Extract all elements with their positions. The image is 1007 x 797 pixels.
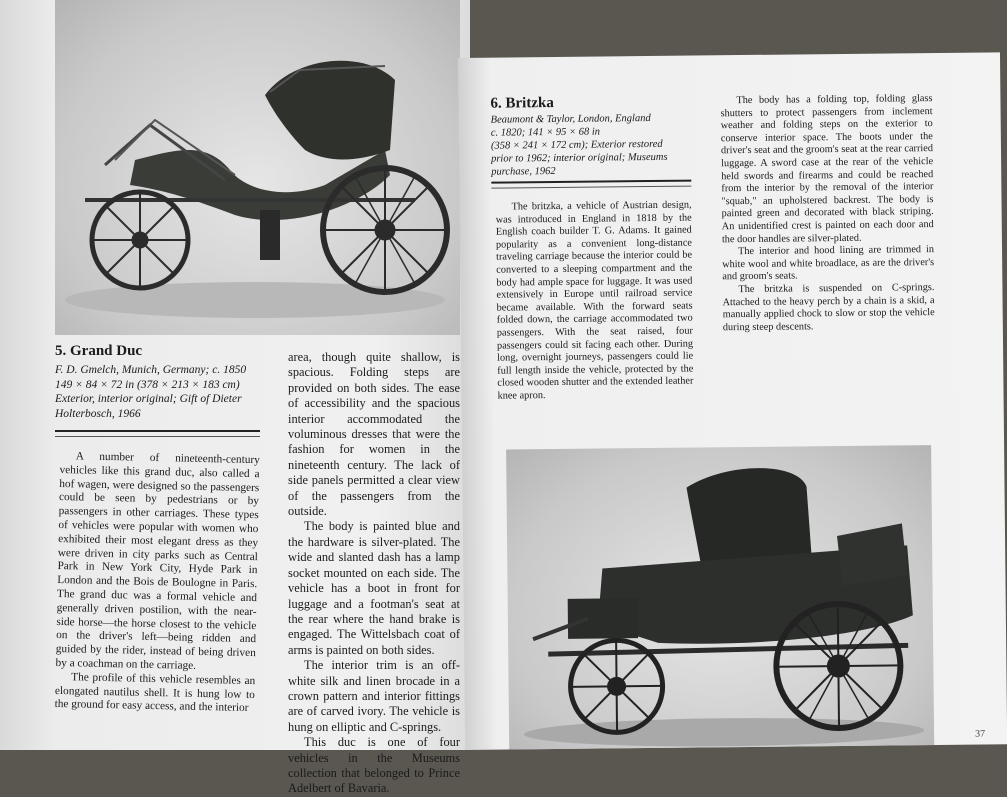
meta-line: prior to 1962; interior original; Museums bbox=[491, 151, 668, 165]
page-number: 37 bbox=[975, 728, 986, 740]
entry-meta-grand-duc bbox=[55, 363, 285, 421]
grand-duc-photo bbox=[55, 0, 460, 335]
paragraph: The interior trim is an off-white silk and linen brocade in a crown pattern and interior fittings are of carved ivory. The vehicle is hung on elliptic and C-springs. bbox=[288, 658, 460, 734]
meta-line: Beaumont & Taylor, London, England bbox=[490, 112, 651, 126]
entry-title-grand-duc: 5. Grand Duc bbox=[55, 343, 143, 359]
entry-meta-britzka bbox=[491, 111, 707, 178]
paragraph: The interior and hood lining are trimmed in white wool and white broadlace, as are the driver's and groom's seats. bbox=[722, 244, 935, 283]
grand-duc-carriage-illustration bbox=[55, 0, 460, 335]
meta-line: (358 × 241 × 172 cm); Exterior restored bbox=[490, 138, 663, 152]
meta-line: F. D. Gmelch, Munich, Germany; c. 1850 bbox=[55, 364, 247, 376]
right-page bbox=[458, 52, 1007, 750]
entry-title-britzka: 6. Britzka bbox=[490, 94, 554, 112]
paragraph: The profile of this vehicle resembles an elongated nautilus shell. It is hung low to the ground for easy access, and the interior bbox=[54, 671, 256, 715]
meta-line: purchase, 1962 bbox=[491, 165, 556, 178]
paragraph: The britzka is suspended on C-springs. Attached to the heavy perch by a chain is a skid, a manually applied chock to slow or stop the vehicle during steep descents. bbox=[722, 281, 935, 333]
paragraph: The britzka, a vehicle of Austrian design, was introduced in England in 1818 by the English coach builder T. G. Adams. It gained popularity as a convenient long-distance traveling carriage because the interior could be converted to a sleeping compartment and the body had ample space for luggage. It was used extensively in Europe until railroad service became available. With the forward seats folded down, the carriage accommodated two passengers. With the seat raised, four passengers could sit facing each other. During long, overnight journeys, passengers could lie full length inside the vehicle, protected by the closed wooden shutter and the extended leather knee apron. bbox=[495, 199, 694, 402]
paragraph: A number of nineteenth-century vehicles like this grand duc, also called a hof wagen, were designed so the passengers could be seen by pedestrians or by passengers in other carriages. These types of vehicles were popular with women who exhibited their most elegant dress as they were driven in city parks such as Central Park in New York City, Hyde Park in London and the Bois de Boulogne in Paris. The grand duc was a formal vehicle and generally driven postilion, with the near-side horse—the horse closest to the vehicle on the driver's left—being ridden and guided by the rider, instead of being driven by a coachman on the carriage. bbox=[55, 450, 260, 672]
paragraph: area, though quite shallow, is spacious. Folding steps are provided on both sides. The ease of accessibility and the spacious interior accommodated the voluminous dresses that were the fashion for women in the nineteenth century. The lack of side panels permitted a clear view of the passengers from the outside. bbox=[288, 350, 460, 519]
meta-line: Exterior, interior original; Gift of Dieter bbox=[55, 393, 242, 405]
grand-duc-text-column-1 bbox=[55, 450, 260, 716]
grand-duc-text-column-2 bbox=[288, 350, 460, 797]
paragraph: The body has a folding top, folding glass shutters to protect passengers from inclement weather and folding steps on the exterior to conserve interior space. The boots under the driver's seat and the groom's seat at the rear carried luggage. A sword case at the rear of the vehicle held swords and firearms and could be reached from the interior by the removal of the interior "squab," an upholstered backrest. The body is painted green and decorated with black striping. An unidentified crest is painted on each door and the door handles are silver-plated. bbox=[720, 93, 934, 245]
paragraph: The body is painted blue and the hardware is silver-plated. The wide and slanted dash has a lamp socket mounted on each side. The vehicle has a boot in front for luggage and a footman's seat at the rear where the hand brake is engaged. The Wittelsbach coat of arms is painted on both sides. bbox=[288, 519, 460, 657]
meta-line: 149 × 84 × 72 in (378 × 213 × 183 cm) bbox=[55, 378, 240, 391]
britzka-text-column-2 bbox=[720, 93, 934, 334]
left-page bbox=[0, 0, 470, 796]
paragraph: This duc is one of four vehicles in the Museums collection that belonged to Prince Adelbert of Bavaria. bbox=[288, 735, 460, 796]
divider-rule bbox=[55, 430, 260, 437]
britzka-photo bbox=[506, 445, 934, 749]
britzka-carriage-illustration bbox=[506, 445, 934, 749]
divider-rule bbox=[491, 180, 691, 189]
meta-line: c. 1820; 141 × 95 × 68 in bbox=[490, 126, 601, 139]
britzka-text-column-1 bbox=[496, 200, 694, 404]
meta-line: Holterbosch, 1966 bbox=[55, 407, 141, 420]
